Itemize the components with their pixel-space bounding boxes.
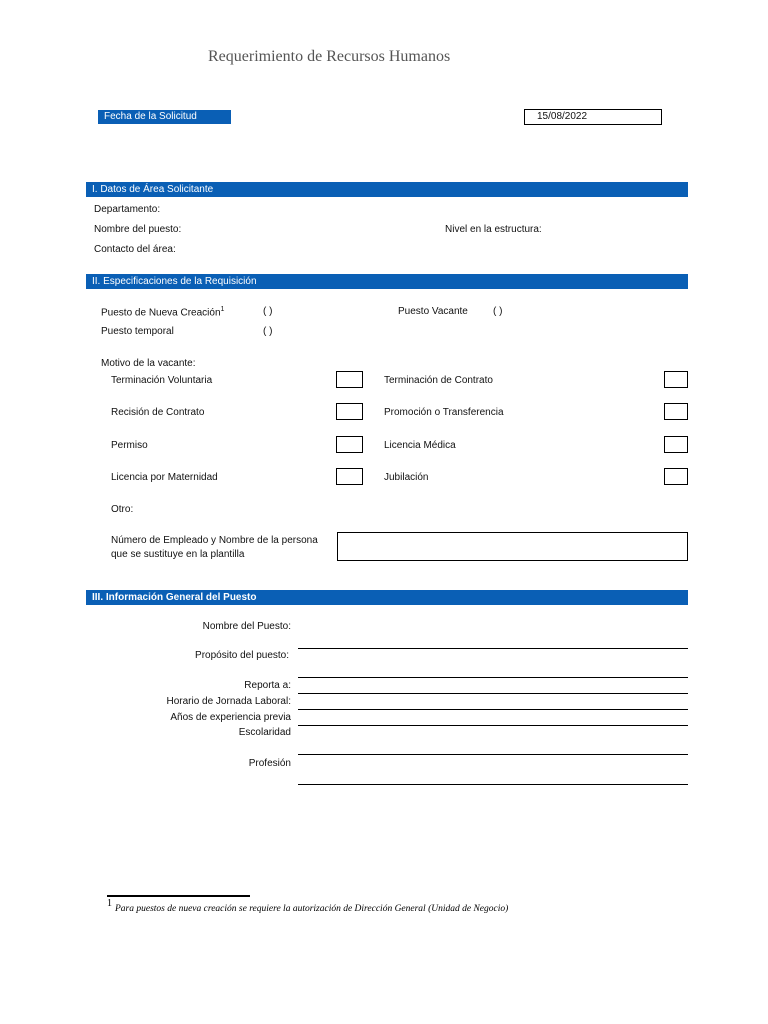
field-experiencia-line[interactable] xyxy=(298,725,688,726)
reason-licencia-maternidad: Licencia por Maternidad xyxy=(111,472,218,483)
reason-licencia-medica: Licencia Médica xyxy=(384,440,456,451)
replace-label-line1: Número de Empleado y Nombre de la persona xyxy=(111,535,318,546)
section-2-header: II. Especificaciones de la Requisición xyxy=(86,274,688,289)
checkbox-promocion-transferencia[interactable] xyxy=(664,403,688,420)
contacto-area-label: Contacto del área: xyxy=(94,244,176,255)
request-date-field[interactable]: 15/08/2022 xyxy=(524,109,662,125)
field-proposito-label: Propósito del puesto: xyxy=(195,650,289,661)
field-reporta-label: Reporta a: xyxy=(244,680,291,691)
otro-label: Otro: xyxy=(111,504,134,515)
nombre-puesto-label: Nombre del puesto: xyxy=(94,224,182,235)
reason-permiso: Permiso xyxy=(111,440,148,451)
checkbox-permiso[interactable] xyxy=(336,436,363,453)
field-reporta-line[interactable] xyxy=(298,693,688,694)
section-3-header-text: III. Información General del Puesto xyxy=(92,592,257,603)
replace-field[interactable] xyxy=(337,532,688,561)
page-title: Requerimiento de Recursos Humanos xyxy=(208,48,451,65)
nueva-creacion-label xyxy=(101,306,224,318)
checkbox-licencia-medica[interactable] xyxy=(664,436,688,453)
checkbox-recision-contrato[interactable] xyxy=(336,403,363,420)
reason-jubilacion: Jubilación xyxy=(384,472,429,483)
section-3-header xyxy=(86,590,688,605)
checkbox-licencia-maternidad[interactable] xyxy=(336,468,363,485)
field-escolaridad-label: Escolaridad xyxy=(238,727,291,738)
vacante-check[interactable]: ( ) xyxy=(493,306,503,317)
reason-recision-contrato: Recisión de Contrato xyxy=(111,407,205,418)
nivel-estructura-label: Nivel en la estructura: xyxy=(445,224,542,235)
replace-label-line2: que se sustituye en la plantilla xyxy=(111,549,245,560)
temporal-label: Puesto temporal xyxy=(101,326,174,337)
vacante-label: Puesto Vacante xyxy=(398,306,468,317)
footnote-mark: 1 xyxy=(107,898,112,909)
field-horario-label: Horario de Jornada Laboral: xyxy=(166,696,291,707)
field-horario-line[interactable] xyxy=(298,709,688,710)
field-proposito-line[interactable] xyxy=(298,677,688,678)
field-profesion-label: Profesión xyxy=(248,758,291,769)
footnote-ref: 1 xyxy=(220,306,225,313)
footnote-divider xyxy=(107,895,250,897)
checkbox-terminacion-voluntaria[interactable] xyxy=(336,371,363,388)
checkbox-jubilacion[interactable] xyxy=(664,468,688,485)
nueva-creacion-text: Puesto de Nueva Creación xyxy=(101,307,221,319)
section-1-header: I. Datos de Área Solicitante xyxy=(86,182,688,197)
field-profesion-line[interactable] xyxy=(298,784,688,785)
reason-promocion-transferencia: Promoción o Transferencia xyxy=(384,407,504,418)
reason-terminacion-contrato: Terminación de Contrato xyxy=(384,375,493,386)
checkbox-terminacion-contrato[interactable] xyxy=(664,371,688,388)
nueva-creacion-check[interactable]: ( ) xyxy=(263,306,273,317)
footnote-text: Para puestos de nueva creación se requiere la autorización de Dirección General (Unidad de Negocio) xyxy=(115,904,509,914)
departamento-label: Departamento: xyxy=(94,204,161,215)
field-nombre-puesto-line[interactable] xyxy=(298,648,688,649)
motivo-label: Motivo de la vacante: xyxy=(101,358,196,369)
field-nombre-puesto-label: Nombre del Puesto: xyxy=(202,621,291,632)
request-date-label: Fecha de la Solicitud xyxy=(98,110,231,124)
temporal-check[interactable]: ( ) xyxy=(263,326,273,337)
field-escolaridad-line[interactable] xyxy=(298,754,688,755)
reason-terminacion-voluntaria: Terminación Voluntaria xyxy=(111,375,213,386)
field-experiencia-label: Años de experiencia previa xyxy=(170,712,291,723)
